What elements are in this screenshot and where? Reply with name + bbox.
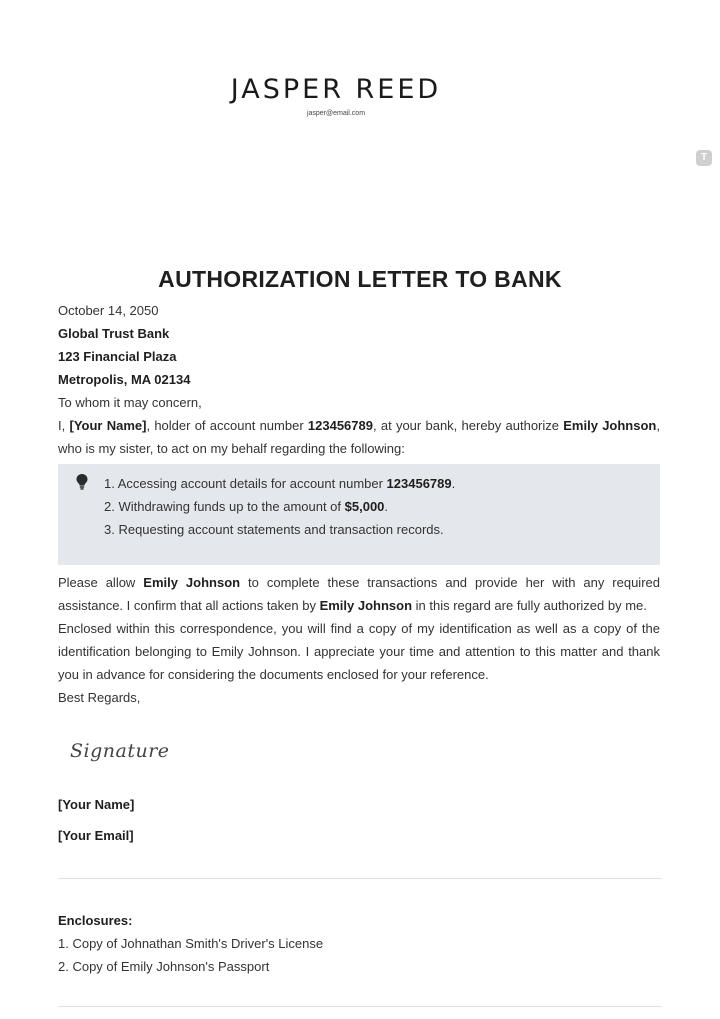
- header-email: jasper@email.com: [306, 110, 366, 117]
- letter-date: October 14, 2050: [58, 303, 159, 318]
- authorization-callout: [58, 464, 660, 565]
- authorized-person: Emily Johnson: [563, 418, 657, 433]
- divider: [58, 878, 662, 879]
- body-paragraph-1: Please allow Emily Johnson to complete these transactions and provide her with any required assistance. I confirm that all actions taken by Emily Johnson in this regard are fully authorized by me.: [58, 575, 660, 613]
- header-name: JASPER REED: [230, 74, 442, 105]
- list-item: 2. Withdrawing funds up to the amount of $5,000.: [104, 499, 389, 514]
- body-paragraph-2: Enclosed within this correspondence, you will find a copy of my identification as well as a copy of the identification belonging to Emily Johnson. I appreciate your time and attention to this matter and thank you in advance for considering the documents enclosed for your reference.: [58, 621, 660, 682]
- recipient-address-line1: 123 Financial Plaza: [58, 349, 177, 364]
- enclosures-title: Enclosures:: [58, 913, 133, 928]
- list-item: 1. Copy of Johnathan Smith's Driver's License: [58, 936, 324, 951]
- text-badge-icon[interactable]: T: [696, 150, 712, 166]
- enclosures-list: [58, 932, 323, 978]
- letter-body: [58, 299, 660, 709]
- list-item: 3. Requesting account statements and transaction records.: [104, 522, 444, 537]
- authorized-person: Emily Johnson: [319, 598, 413, 613]
- signer-name: [Your Name]: [58, 797, 135, 812]
- divider: [58, 1006, 662, 1007]
- authorization-list: [58, 472, 660, 541]
- your-name-placeholder: [Your Name]: [69, 418, 147, 433]
- salutation: To whom it may concern,: [58, 395, 202, 410]
- closing: Best Regards,: [58, 690, 141, 705]
- list-item: 1. Accessing account details for account number 123456789.: [104, 476, 456, 491]
- signature-block: [58, 797, 134, 859]
- lightbulb-icon: [76, 474, 88, 490]
- recipient-bank: Global Trust Bank: [58, 326, 170, 341]
- enclosures-section: [58, 909, 323, 978]
- signature: Signature: [70, 740, 170, 762]
- authorized-person: Emily Johnson: [143, 575, 241, 590]
- document-title: AUTHORIZATION LETTER TO BANK: [158, 266, 562, 292]
- signer-email: [Your Email]: [58, 828, 134, 843]
- recipient-address-line2: Metropolis, MA 02134: [58, 372, 191, 387]
- intro-paragraph: I, [Your Name], holder of account number 123456789, at your bank, hereby authorize Emily Johnson, who is my sister, to act on my behalf regarding the following:: [58, 418, 660, 456]
- account-number: 123456789: [307, 418, 373, 433]
- list-item: 2. Copy of Emily Johnson's Passport: [58, 959, 270, 974]
